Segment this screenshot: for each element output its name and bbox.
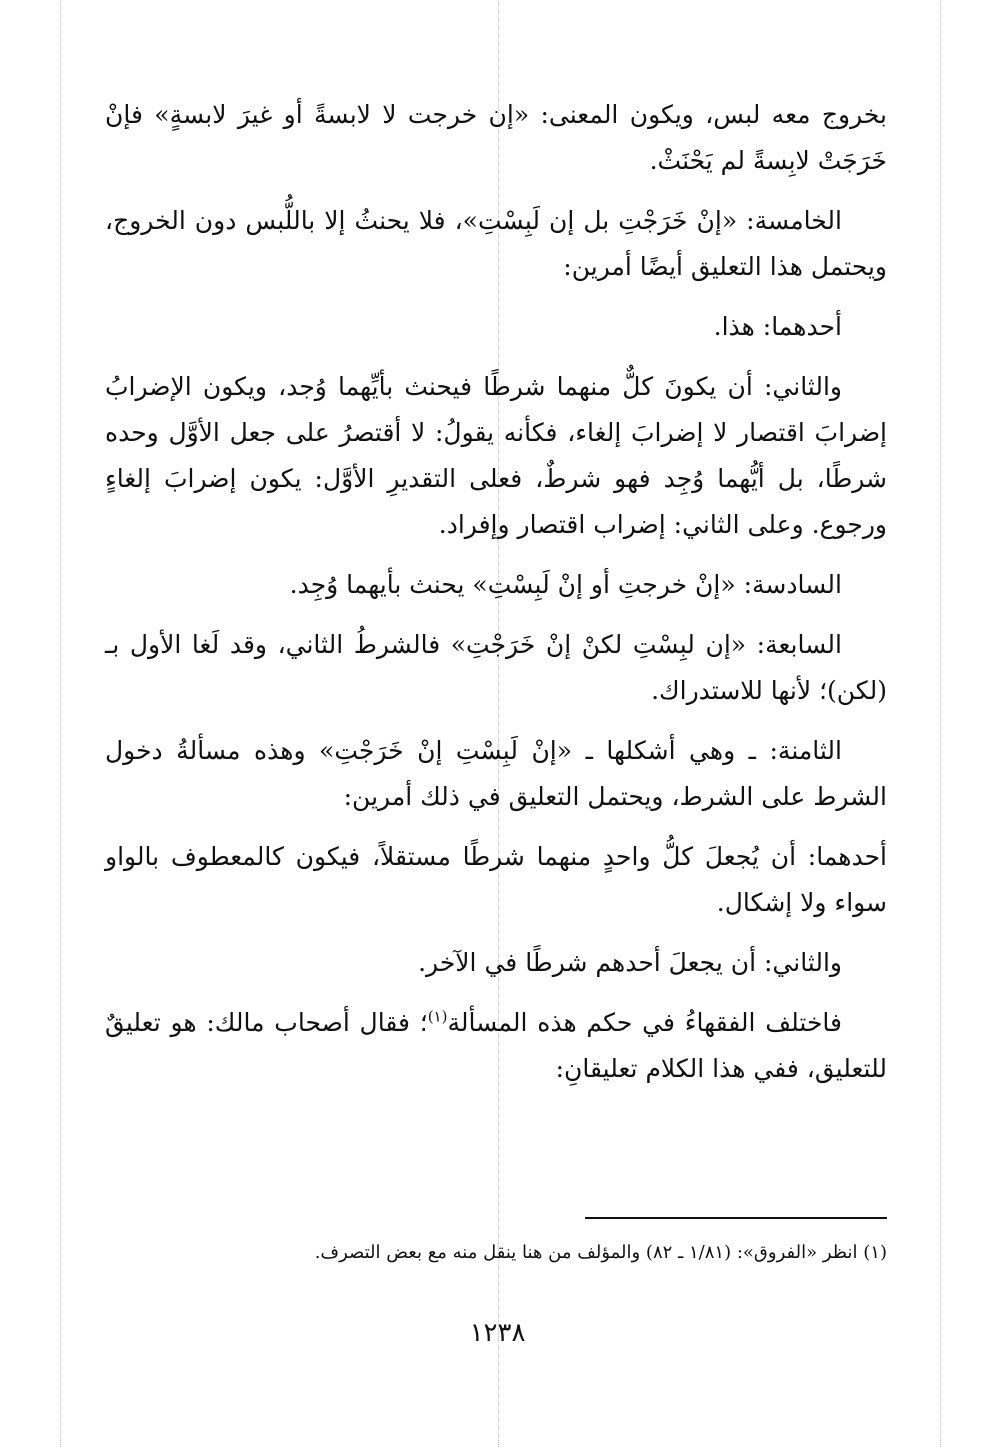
paragraph-continuation: بخروج معه لبس، ويكون المعنى: «إن خرجت لا لابسةً أو غيرَ لابسةٍ» فإنْ خَرَجَتْ لابِسةً لم يَحْنَثْ.	[105, 100, 887, 175]
paragraph-eighth-case: الثامنة: ـ وهي أشكلها ـ «إنْ لَبِسْتِ إنْ خَرَجْتِ» وهذه مسألةُ دخول الشرط على الشرط، ويحتمل التعليق في ذلك أمرين:	[105, 736, 887, 811]
paragraph-jurists-disagreement	[105, 1000, 887, 1092]
paragraph-fifth-case: الخامسة: «إنْ خَرَجْتِ بل إن لَبِسْتِ»، فلا يحنثُ إلا باللُّبس دون الخروج، ويحتمل هذا التعليق أيضًا أمرين:	[105, 206, 887, 281]
paragraph-first-option: أحدهما: هذا.	[713, 312, 842, 341]
paragraph-eighth-first-option: أحدهما: أن يُجعلَ كلُّ واحدٍ منهما شرطًا مستقلاً، فيكون كالمعطوف بالواو سواء ولا إشكال.	[105, 842, 887, 917]
paragraph-eighth-second-option: والثاني: أن يجعلَ أحدهم شرطًا في الآخر.	[418, 948, 842, 977]
footnote-separator	[585, 1217, 887, 1219]
paragraph-text-after-footnote: ؛ فقال أصحاب مالك: هو تعليقٌ للتعليق، ففي هذا الكلام تعليقانِ:	[105, 1008, 887, 1083]
footnote: (١) انظر «الفروق»: (١/٨١ ـ ٨٢) والمؤلف من هنا ينقل منه مع بعض التصرف.	[314, 1242, 887, 1263]
paragraph-sixth-case: السادسة: «إنْ خرجتِ أو إنْ لَبِسْتِ» يحنث بأيهما وُجِد.	[289, 570, 842, 599]
main-text	[105, 92, 887, 1106]
paragraph-text-before-footnote: فاختلف الفقهاءُ في حكم هذه المسألة	[447, 1008, 842, 1037]
scan-guide-line-left	[60, 0, 61, 1447]
page-number: ١٢٣٨	[469, 1318, 526, 1348]
paragraph-second-option: والثاني: أن يكونَ كلٌّ منهما شرطًا فيحنث بأيِّهما وُجد، ويكون الإضرابُ إضرابَ اقتصار لا إضرابَ إلغاء، فكأنه يقولُ: لا أقتصرُ على جعل الأوَّل وحده شرطًا، بل أيُّهما وُجِد فهو شرطٌ، فعلى التقديرِ الأوَّل: يكون إضرابَ إلغاءٍ ورجوع. وعلى الثاني: إضراب اقتصار وإفراد.	[105, 372, 887, 539]
footnote-marker[interactable]: (١)	[427, 1007, 448, 1026]
scan-guide-line-right	[940, 0, 941, 1447]
paragraph-seventh-case: السابعة: «إن لبِسْتِ لكنْ إنْ خَرَجْتِ» فالشرطُ الثاني، وقد لَغا الأول بـ (لكن)؛ لأنها للاستدراك.	[105, 630, 887, 705]
